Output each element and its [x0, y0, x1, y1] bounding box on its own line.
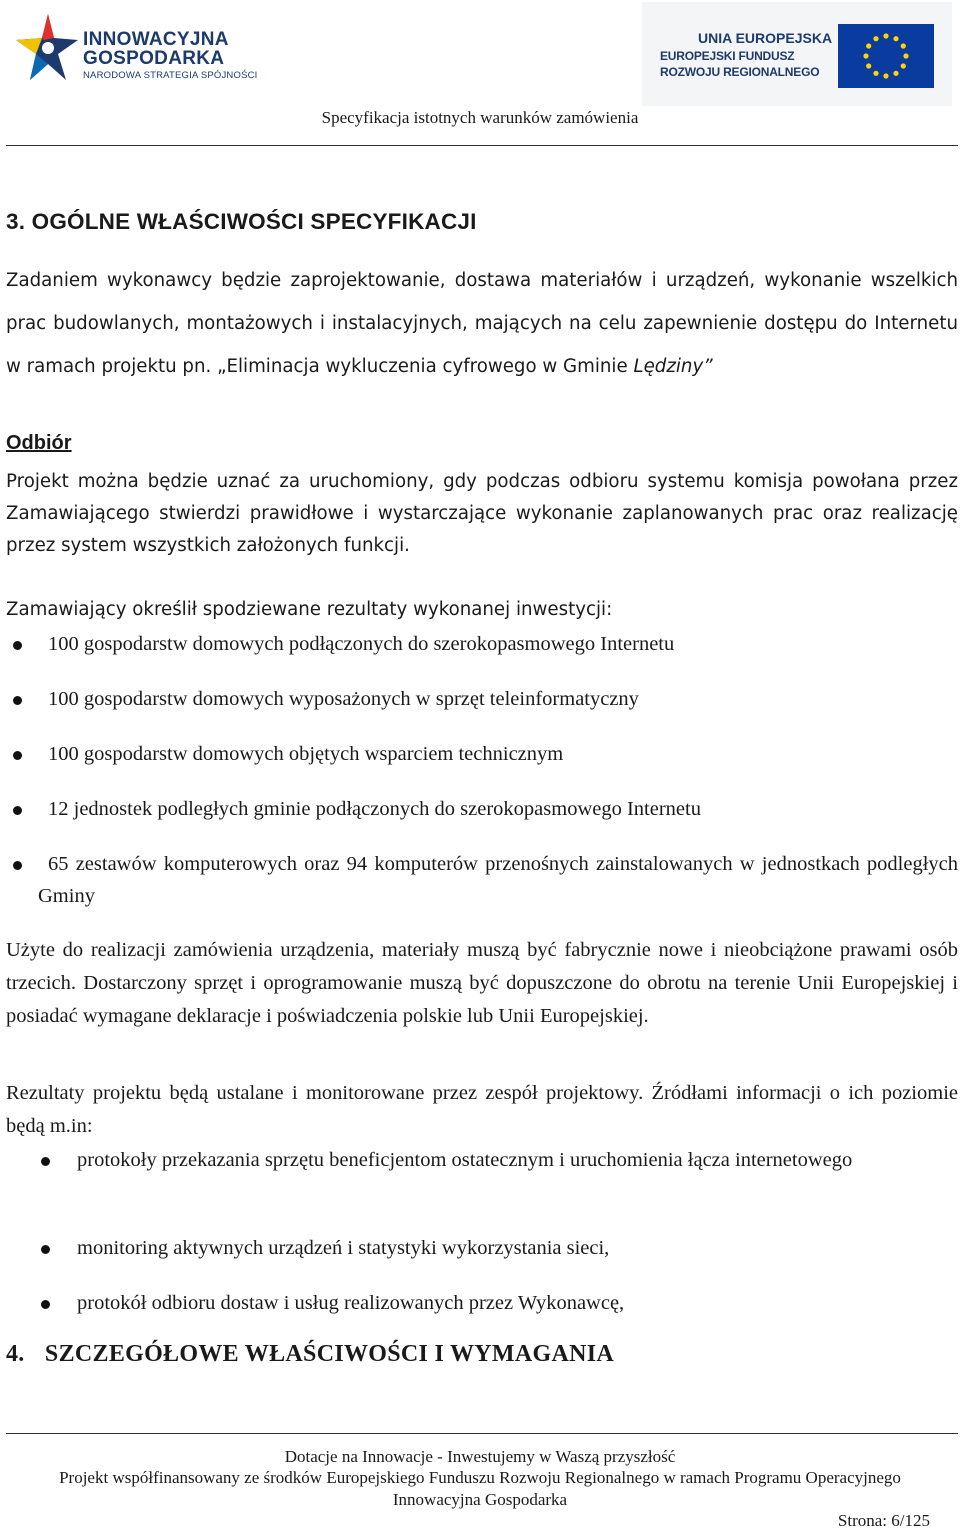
document-title: Specyfikacja istotnych warunków zamówienia	[321, 108, 639, 127]
list-item: protokoły przekazania sprzętu beneficjentom ostatecznym i uruchomienia łącza internetowego	[77, 1149, 853, 1171]
list-item: 12 jednostek podległych gminie podłączonych do szerokopasmowego Internetu	[48, 798, 701, 820]
logo-text-line2: GOSPODARKA	[83, 48, 225, 69]
eu-flag-icon	[838, 24, 934, 88]
list-item: 100 gospodarstw domowych objętych wsparciem technicznym	[48, 743, 564, 765]
intro-paragraph	[6, 259, 958, 388]
section-4-title: SZCZEGÓŁOWE WŁAŚCIWOŚCI I WYMAGANIA	[44, 1341, 614, 1367]
section-4-heading	[6, 1341, 614, 1368]
list-item: 65 zestawów komputerowych oraz 94 komputerów przenośnych zainstalowanych w jednostkach podległych Gminy	[38, 853, 958, 907]
bullet-dot	[13, 641, 22, 650]
list-item: 100 gospodarstw domowych podłączonych do szerokopasmowego Internetu	[48, 633, 675, 655]
list-item: monitoring aktywnych urządzeń i statystyki wykorzystania sieci,	[77, 1237, 610, 1259]
header-divider	[6, 145, 958, 146]
odbior-paragraph: Projekt można będzie uznać za uruchomiony, gdy podczas odbioru systemu komisja powołana przez Zamawiającego stwierdzi prawidłowe i wystarczające wykonanie zaplanowanych prac oraz realizację przez system wszystkich założonych funkcji.	[6, 471, 958, 556]
results-intro: Zamawiający określił spodziewane rezultaty wykonanej inwestycji:	[6, 599, 613, 620]
list-item: protokół odbioru dostaw i usług realizowanych przez Wykonawcę,	[77, 1292, 625, 1314]
page-number: Strona: 6/125	[837, 1511, 930, 1530]
project-name: „Eliminacja wykluczenia cyfrowego w Gminie	[217, 356, 634, 377]
section-4-number: 4.	[6, 1341, 25, 1367]
footer-program: Innowacyjna Gospodarka	[392, 1490, 568, 1509]
logo-text-line1: INNOWACYJNA	[83, 29, 229, 50]
bullet-dot	[13, 696, 22, 705]
bullet-dot	[41, 1245, 50, 1254]
section-3-heading: 3. OGÓLNE WŁAŚCIWOŚCI SPECYFIKACJI	[6, 209, 477, 234]
bullet-dot	[13, 751, 22, 760]
eu-logo-line1: UNIA EUROPEJSKA	[698, 30, 833, 46]
bullet-dot	[41, 1157, 50, 1166]
bullet-dot	[13, 861, 22, 870]
footer-funding: Projekt współfinansowany ze środków Europejskiego Funduszu Rozwoju Regionalnego w ramach Programu Operacyjnego	[59, 1468, 901, 1487]
star-logo-icon	[14, 10, 82, 88]
intro-text: Zadaniem wykonawcy będzie zaprojektowanie, dostawa materiałów i urządzeń, wykonanie wszelkich prac budowlanych, montażowych i instalacyjnych, mających na celu zapewnienie dostępu do Internetu w ramach projektu pn.	[6, 270, 958, 377]
eu-fund-logo	[642, 2, 952, 106]
eu-logo-line3: ROZWOJU REGIONALNEGO	[660, 65, 820, 79]
materials-paragraph: Użyte do realizacji zamówienia urządzenia, materiały muszą być fabrycznie nowe i nieobciążone prawami osób trzecich. Dostarczony sprzęt i oprogramowanie muszą być dopuszczone do obrotu na terenie Unii Europejskiej i posiadać wymagane deklaracje i poświadczenia polskie lub Unii Europejskiej.	[6, 939, 958, 1027]
footer-slogan: Dotacje na Innowacje - Inwestujemy w Waszą przyszłość	[284, 1447, 676, 1466]
footer-divider	[6, 1433, 958, 1434]
project-name-italic: Lędziny”	[633, 356, 713, 377]
monitoring-intro: Rezultaty projektu będą ustalane i monitorowane przez zespół projektowy. Źródłami informacji o ich poziomie będą m.in:	[6, 1082, 958, 1137]
odbior-heading: Odbiór	[6, 432, 72, 454]
bullet-dot	[13, 806, 22, 815]
list-item: 100 gospodarstw domowych wyposażonych w sprzęt teleinformatyczny	[48, 688, 639, 710]
bullet-dot	[41, 1300, 50, 1309]
innowacyjna-gospodarka-logo	[14, 10, 264, 90]
eu-logo-line2: EUROPEJSKI FUNDUSZ	[660, 49, 795, 63]
logo-text-line3: NARODOWA STRATEGIA SPÓJNOŚCI	[83, 70, 258, 81]
